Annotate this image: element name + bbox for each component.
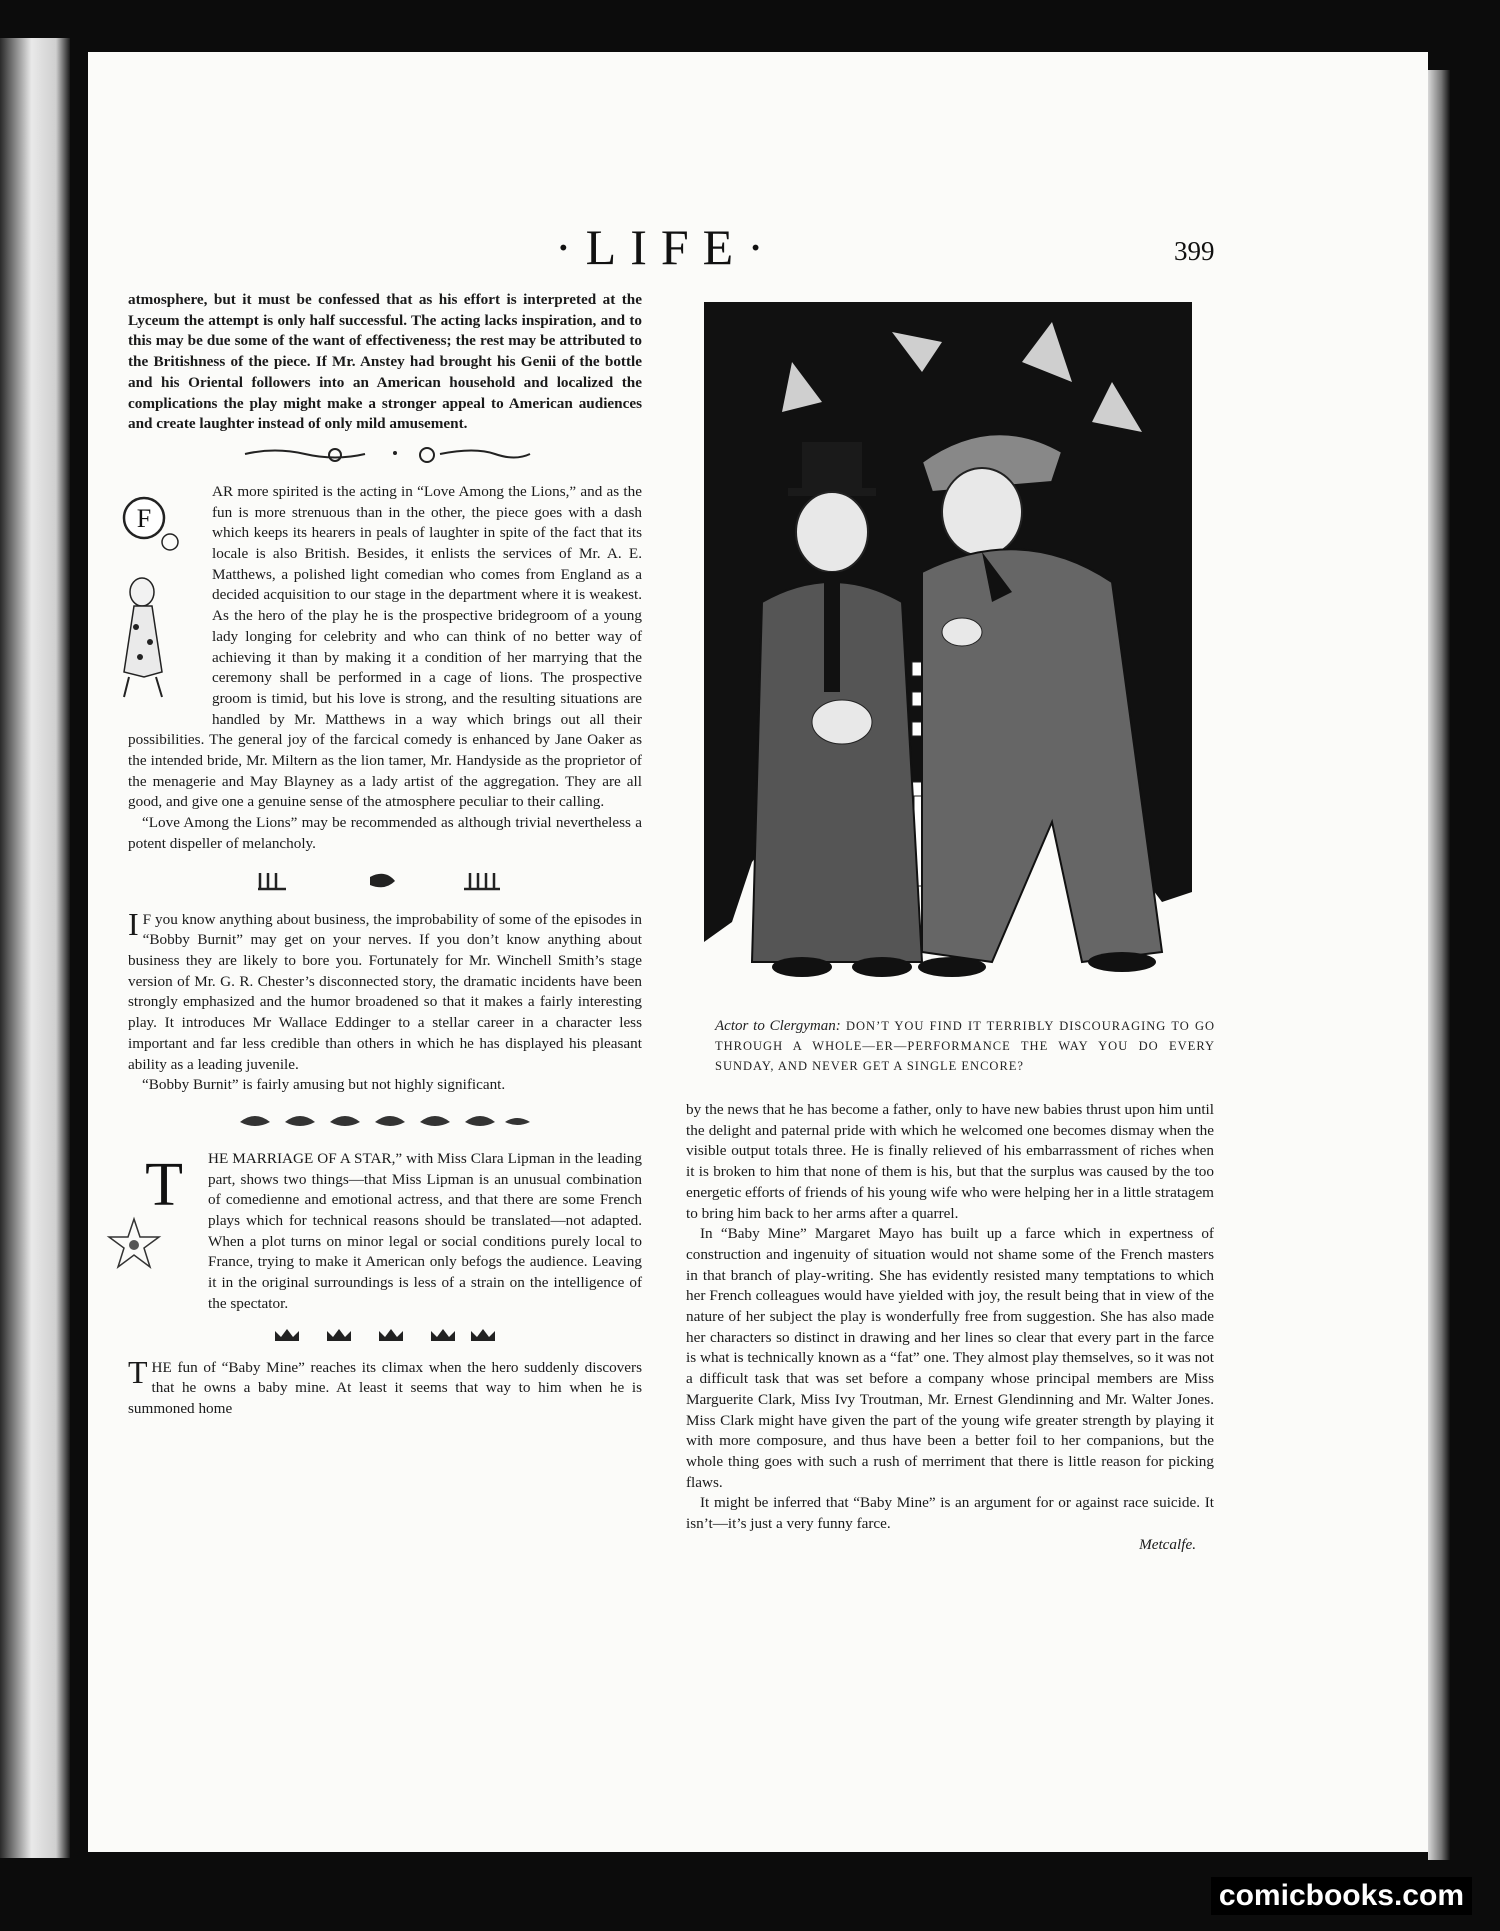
birds-ornament-row [128,1108,642,1141]
dropcap-letter-t: T [145,1150,183,1219]
site-watermark: comicbooks.com [1211,1877,1472,1915]
review-paragraph: In “Baby Mine” Margaret Mayo has built up a farce which in expertness of construction and ingenuity of situation would not shame some of the French masters in that branch of play-writing. She has evidently resisted many temptations to which her French colleagues would have yielded with joy, the result being that in view of the nature of her subject the play is wonderfully free from suggestion. She has also made her characters so distinct in drawing and her lines so clear that every part in the farce is what is technically known as a “fat” one. They almost play themselves, so it was not a difficult task that was set before a company whose principal members are Miss Marguerite Clark, Miss Ivy Troutman, Mr. Ernest Glendinning and Mr. Walter Jones. Miss Clark might have given the part of the young wife greater strength by playing it with more composure, and thus have been a better foil to her companions, but the whole thing goes with such a rush of merriment that there is little reason for picking flaws. [686,1225,1214,1491]
dropcap-letter-t2: T [128,1353,148,1390]
review-paragraph: It might be inferred that “Baby Mine” is an argument for or against race suicide. It isn’t—it’s just a very funny farce. [686,1494,1214,1533]
crowns-ornament-icon [265,1325,505,1345]
page-number: 399 [1174,236,1215,266]
star-dropcap-illustration [104,1149,198,1299]
crowns-ornament-row [128,1325,642,1352]
left-column [128,290,642,1420]
review-paragraph: “Love Among the Lions” may be recommended as although trivial nevertheless a potent dispeller of melancholy. [128,814,642,852]
clown-figure-icon [104,482,202,712]
birds-ornament-icon [235,1108,535,1134]
review-paragraph: atmosphere, but it must be confessed that as his effort is interpreted at the Lyceum the attempt is only half successful. The acting lacks inspiration, and to this may be due some of the want of effectiveness; the rest may be attributed to the Britishness of the piece. If Mr. Anstey had brought his Genii of the bottle and his Oriental followers into an American household and localized the complications the play might make a stronger appeal to American audiences and create laughter instead of only mild amusement. [128,291,642,433]
review-paragraph-text: HE fun of “Baby Mine” reaches its climax when the hero suddenly discovers that he owns a baby mine. At least it seems that way to him when he is summoned home [128,1358,642,1417]
author-signature: Metcalfe. [1139,1535,1196,1553]
page-stack-edge [1428,70,1450,1860]
illustration-caption [715,1016,1215,1076]
caption-speaker: Actor to Clergyman: [715,1018,841,1034]
dropcap-letter-f: F [136,503,152,533]
ornament-divider [128,443,642,472]
review-paragraph-text: F you know anything about business, the improbability of some of the episodes in “Bobby Burnit” may get on your nerves. If you don’t know anything about business they are likely to bore you. Fortunately for Mr. Winchell Smith’s stage version of Mr. G. R. Chester’s disconnected story, the dramatic incidents have been strongly emphasized and the humor broadened so that it makes a fairly interesting play. It introduces Mr Wallace Eddinger to a stellar career in a character less important and far less credible than others in which he has displayed his pleasant ability as a leading juvenile. [128,910,642,1073]
caption-text: DON’T YOU FIND IT TERRIBLY DISCOURAGING TO GO THROUGH A WHOLE—ER—PERFORMANCE THE WAY YOU DO EVERY SUNDAY, AND NEVER GET A SINGLE ENCORE? [715,1019,1216,1073]
review-paragraph [128,905,642,1076]
review-paragraph [128,482,642,813]
review-paragraph: HE MARRIAGE OF A STAR,” with Miss Clara Lipman in the leading part, shows two things—that Miss Lipman is an unusual combination of comedienne and emotional actress, and that there are some French plays which for technical reasons should be translated—not adapted. When a plot turns on minor legal or social conditions purely local to France, trying to make it American only befogs the audience. Leaving it in the original surroundings is less of a strain on the intelligence of the spectator. [208,1149,642,1312]
scroll-ornament-icon [235,443,535,465]
review-paragraph [128,1353,642,1420]
magazine-title: ·LIFE· [555,219,778,275]
review-paragraph: by the news that he has become a father, only to have new babies thrust upon him until the delight and paternal pride with which he welcomed one becomes dismay when the visible output totals three. He is finally relieved of his embarrassment of riches when it is broken to him that none of them is his, but that the surplus was caused by the too energetic efforts of friends of his young wife who were helping her in a little stratagem to bring him back to her arms after a quarrel. [686,1101,1214,1222]
adjacent-page-edge [0,38,70,1858]
review-paragraph-text: AR more spirited is the acting in “Love Among the Lions,” and as the fun is more strenuous than in the other, the piece goes with a dash which keeps its hearers in peals of laughter in spite of the fact that its locale is also British. Besides, it enlists the services of Mr. A. E. Matthews, a polished light comedian who comes from England as a decided acquisition to our stage in the department where it is weakest. As the hero of the play he is the prospective bridegroom of a young lady longing for celebrity and who can think of no better way of achieving it than by making it a condition of her marrying that the ceremony shall be performed in a cage of lions. The prospective groom is timid, but his love is strong, and the resulting situations are handled by Mr. Matthews in a way which brings out all their possibilities. The general joy of the farcical comedy is enhanced by Jane Oaker as the intended bride, Mr. Miltern as the lion tamer, Mr. Handyside as the proprietor of the menagerie and May Blayney as a lady artist of the aggregation. They are all good, and give one a genuine sense of the atmosphere peculiar to their calling. [128,482,642,811]
star-dancer-icon [104,1149,198,1299]
clown-dropcap-illustration [104,482,202,712]
hands-ornament-icon [250,869,520,895]
hands-ornament-row [128,869,642,902]
dropcap-letter-i: I [128,905,139,942]
review-paragraph: “Bobby Burnit” is fairly amusing but not highly significant. [142,1076,506,1094]
cartoon-illustration [692,302,1200,985]
right-column [686,1100,1214,1555]
